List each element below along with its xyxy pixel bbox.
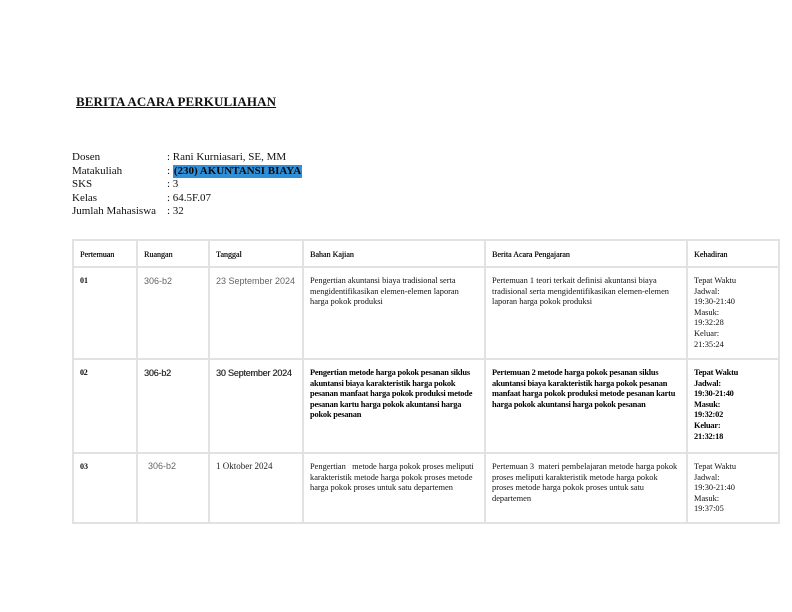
- header-material: Bahan Kajian: [303, 240, 485, 267]
- cell-attendance: [687, 359, 779, 453]
- cell-material: Pengertian metode harga pokok pesanan siklus akuntansi biaya karakteristik harga pokok pesanan manfaat harga pokok produksi metode pesanan kartu harga pokok akuntansi harga pokok pesanan: [303, 359, 485, 453]
- attendance-line: Masuk:: [694, 307, 720, 317]
- course-name-highlight: (230) AKUNTANSI BIAYA: [173, 164, 302, 177]
- info-row-students: [72, 205, 302, 219]
- sessions-table: [72, 239, 780, 524]
- attendance-line: Masuk:: [694, 493, 720, 503]
- attendance-line: Keluar:: [694, 420, 721, 430]
- cell-attendance: [687, 453, 779, 523]
- document-title: BERITA ACARA PERKULIAHAN: [76, 94, 277, 109]
- attendance-status: Tepat Waktu: [694, 462, 737, 471]
- table-row: [73, 267, 779, 359]
- cell-report: Pertemuan 1 teori terkait definisi akuntansi biaya tradisional serta mengidentifikasikan elemen-elemen laporan harga pokok produksi: [485, 267, 687, 359]
- cell-meeting-no: 02: [73, 359, 137, 453]
- info-value: : Rani Kurniasari, SE, MM: [167, 151, 287, 163]
- cell-date: 23 September 2024: [209, 267, 303, 359]
- attendance-line: Keluar:: [694, 328, 720, 338]
- info-row-credits: [72, 178, 302, 192]
- info-value-prefix: :: [167, 164, 173, 177]
- cell-meeting-no: 03: [73, 453, 137, 523]
- attendance-line: 19:30-21:40: [694, 389, 734, 399]
- header-room: Ruangan: [137, 240, 209, 267]
- info-value: : 3: [167, 178, 179, 191]
- info-label: Dosen: [72, 151, 101, 163]
- attendance-status: Tepat Waktu: [694, 368, 739, 377]
- attendance-line: Jadwal:: [694, 472, 720, 482]
- attendance-line: 19:30-21:40: [694, 297, 735, 307]
- attendance-line: 21:32:18: [694, 431, 724, 441]
- attendance-line: Masuk:: [694, 399, 721, 409]
- date-text: 1 Oktober 2024: [216, 461, 273, 471]
- attendance-line: Jadwal:: [694, 286, 720, 296]
- header-report: Berita Acara Pengajaran: [485, 240, 687, 267]
- info-label: SKS: [72, 178, 93, 191]
- cell-report: Pertemuan 2 metode harga pokok pesanan siklus akuntansi biaya karakteristik harga pokok pesanan manfaat harga pokok produksi metode pesanan kartu harga pokok akuntansi harga pokok pesanan: [485, 359, 687, 453]
- attendance-line: 19:37:05: [694, 504, 724, 514]
- attendance-line: Jadwal:: [694, 378, 721, 388]
- table-header-row: [73, 240, 779, 267]
- cell-meeting-no: 01: [73, 267, 137, 359]
- attendance-line: 19:32:28: [694, 318, 724, 328]
- attendance-line: 19:32:02: [694, 410, 724, 420]
- info-label: Kelas: [72, 191, 98, 204]
- attendance-line: 21:35:24: [694, 339, 724, 349]
- cell-date: [209, 453, 303, 523]
- cell-report: Pertemuan 3 materi pembelajaran metode harga pokok proses meliputi karakteristik metode harga pokok proses metode harga pokok proses untuk satu departemen: [485, 453, 687, 523]
- table-row: [73, 453, 779, 523]
- cell-room: [137, 453, 209, 523]
- table-row: [73, 359, 779, 453]
- header-meeting: Pertemuan: [73, 240, 137, 267]
- attendance-status: Tepat Waktu: [694, 276, 737, 285]
- info-row-class: [72, 192, 302, 206]
- cell-date: 30 September 2024: [209, 359, 303, 453]
- info-row-lecturer: [72, 151, 302, 165]
- cell-material: Pengertian metode harga pokok proses meliputi karakteristik metode harga pokok proses metode harga pokok proses untuk satu departemen: [303, 453, 485, 523]
- course-info: [72, 151, 302, 219]
- info-label: Jumlah Mahasiswa: [72, 205, 157, 218]
- header-date: Tanggal: [209, 240, 303, 267]
- info-label: Matakuliah: [72, 164, 123, 177]
- cell-attendance: [687, 267, 779, 359]
- cell-material: Pengertian akuntansi biaya tradisional serta mengidentifikasikan elemen-elemen laporan harga pokok produksi: [303, 267, 485, 359]
- info-row-course: [72, 165, 302, 179]
- attendance-line: 19:30-21:40: [694, 483, 735, 493]
- cell-room: 306-b2: [137, 267, 209, 359]
- cell-room: 306-b2: [137, 359, 209, 453]
- header-attendance: Kehadiran: [687, 240, 779, 267]
- info-value: : 64.5F.07: [167, 191, 212, 204]
- room-text: 306-b2: [148, 461, 177, 471]
- info-value: : 32: [167, 205, 184, 218]
